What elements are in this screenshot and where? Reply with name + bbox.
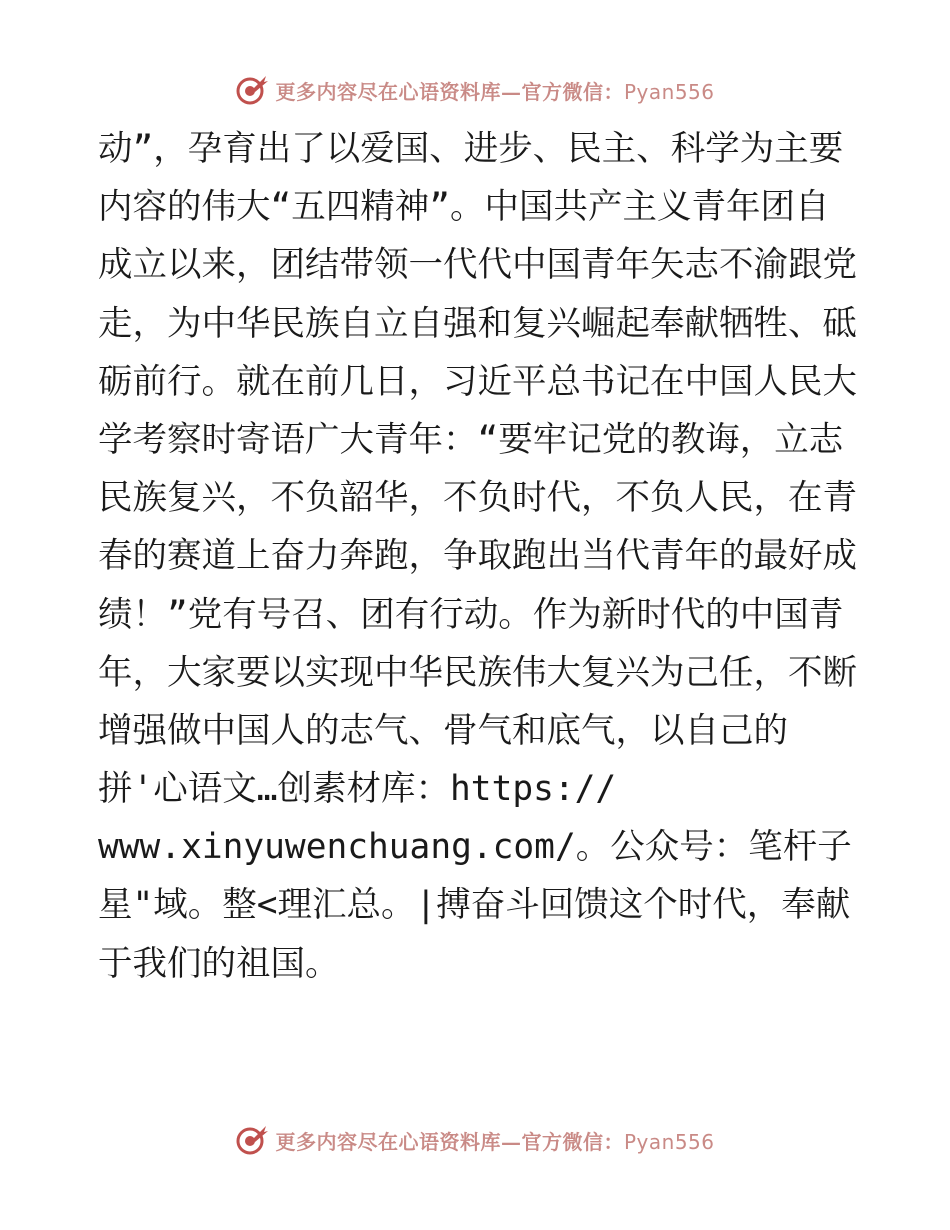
footer-watermark <box>0 1120 950 1160</box>
header-watermark <box>0 70 950 110</box>
body-text-line: 增强做中国人的志气、骨气和底气，以自己的 <box>98 710 788 751</box>
body-text-line: 绩！”党有号召、团有行动。作为新时代的中国青 <box>98 594 844 635</box>
body-text-line: 于我们的祖国。 <box>98 943 340 984</box>
quill-logo-icon <box>235 1123 269 1157</box>
body-text-line: 春的赛道上奋力奔跑，争取跑出当代青年的最好成 <box>98 536 857 577</box>
body-text-line: 砺前行。就在前几日，习近平总书记在中国人民大 <box>98 361 857 402</box>
body-text-line: 动”，孕育出了以爱国、进步、民主、科学为主要 <box>98 129 844 169</box>
body-text-line: 民族复兴，不负韶华，不负时代，不负人民，在青 <box>98 478 857 519</box>
body-text-line: 拼'心语文…创素材库：https:// <box>98 769 617 810</box>
quill-logo-icon <box>235 73 269 107</box>
body-text-line: 内容的伟大“五四精神”。中国共产主义青年团自 <box>98 187 830 228</box>
body-text-line: 星"域。整<理汇总。|搏奋斗回馈这个时代，奉献 <box>98 885 851 926</box>
watermark-text: 更多内容尽在心语资料库—官方微信：Pyan556 <box>275 1129 715 1154</box>
body-text-line: 成立以来，团结带领一代代中国青年矢志不渝跟党 <box>98 245 857 286</box>
body-text-line: 走，为中华民族自立自强和复兴崛起奉献牺牲、砥 <box>98 303 857 344</box>
body-text-line: 学考察时寄语广大青年：“要牢记党的教诲，立志 <box>98 419 844 460</box>
watermark-text: 更多内容尽在心语资料库—官方微信：Pyan556 <box>275 79 715 104</box>
body-text-line: 年，大家要以实现中华民族伟大复兴为己任，不断 <box>98 652 857 693</box>
body-text-line: www.xinyuwenchuang.com/。公众号：笔杆子 <box>98 827 852 868</box>
document-body <box>98 120 858 993</box>
